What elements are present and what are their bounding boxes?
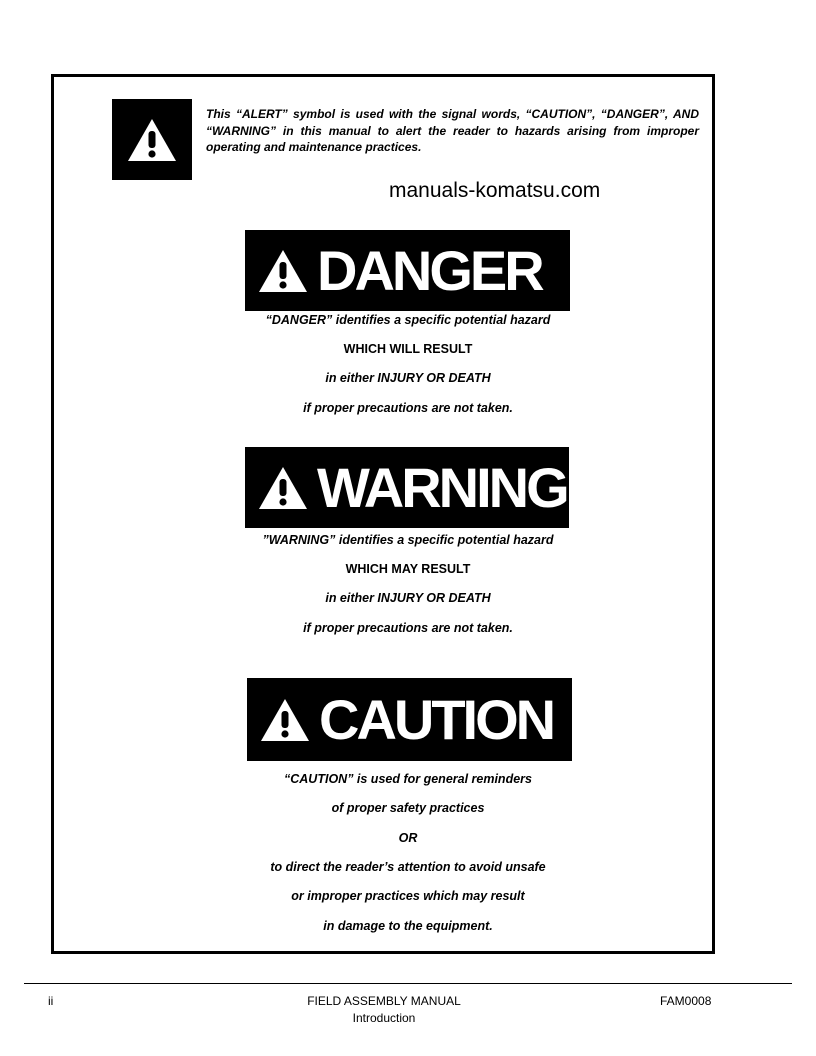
danger-line-4: if proper precautions are not taken. xyxy=(303,401,513,415)
warning-line-3: in either INJURY OR DEATH xyxy=(325,591,491,605)
danger-label: DANGER xyxy=(317,238,542,302)
danger-line-1: “DANGER” identifies a specific potential hazard xyxy=(265,313,551,327)
caution-line-4: to direct the reader’s attention to avoid unsafe xyxy=(270,860,546,874)
danger-line-2: WHICH WILL RESULT xyxy=(343,342,473,356)
manual-title: FIELD ASSEMBLY MANUAL xyxy=(307,994,461,1008)
page-number: ii xyxy=(48,994,54,1008)
exclamation-triangle-icon xyxy=(257,248,309,294)
caution-sign xyxy=(247,678,572,761)
caution-line-6: in damage to the equipment. xyxy=(323,919,493,933)
warning-line-2: WHICH MAY RESULT xyxy=(345,562,471,576)
caution-line-3: OR xyxy=(398,831,418,845)
warning-sign xyxy=(245,447,569,528)
exclamation-triangle-icon xyxy=(126,117,178,163)
document-code: FAM0008 xyxy=(660,994,712,1008)
watermark-text: manuals-komatsu.com xyxy=(389,179,601,202)
warning-line-4: if proper precautions are not taken. xyxy=(303,621,513,635)
alert-description: This “ALERT” symbol is used with the signal words, “CAUTION”, “DANGER”, AND “WARNING” in this manual to alert the reader to hazards arising from improper operating and maintenance practices. xyxy=(206,107,699,154)
danger-sign xyxy=(245,230,570,311)
caution-line-2: of proper safety practices xyxy=(331,801,485,815)
caution-line-1: “CAUTION” is used for general reminders xyxy=(284,772,532,786)
alert-symbol xyxy=(112,99,192,180)
exclamation-triangle-icon xyxy=(259,697,311,743)
exclamation-triangle-icon xyxy=(257,465,309,511)
caution-line-5: or improper practices which may result xyxy=(291,889,525,903)
section-title: Introduction xyxy=(352,1011,416,1025)
warning-line-1: ”WARNING” identifies a specific potential hazard xyxy=(262,533,554,547)
caution-label: CAUTION xyxy=(319,687,554,751)
danger-line-3: in either INJURY OR DEATH xyxy=(325,371,491,385)
warning-label: WARNING xyxy=(317,455,567,519)
footer-rule xyxy=(24,983,792,984)
